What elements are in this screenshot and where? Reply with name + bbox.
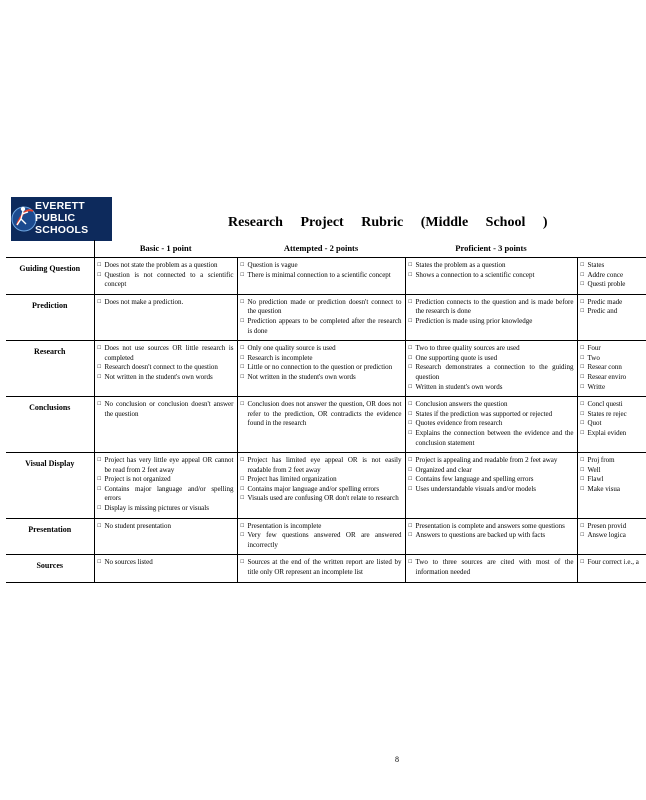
criteria-item: □ Prediction appears to be completed after the research is done bbox=[241, 317, 402, 336]
criteria-list bbox=[98, 522, 234, 532]
cell-attempted bbox=[237, 294, 405, 340]
cell-exemplary bbox=[577, 341, 646, 397]
criteria-item: □ States if the prediction was supported or rejected bbox=[409, 410, 574, 420]
criteria-item: □ Explains the connection between the evidence and the conclusion statement bbox=[409, 429, 574, 448]
criteria-item: □ Research demonstrates a connection to the guiding question bbox=[409, 363, 574, 382]
criteria-list bbox=[581, 298, 644, 317]
row-category: Research bbox=[6, 341, 94, 397]
row-category: Visual Display bbox=[6, 453, 94, 519]
criteria-list bbox=[409, 298, 574, 327]
criteria-list bbox=[409, 261, 574, 280]
criteria-item: □ Organized and clear bbox=[409, 466, 574, 476]
criteria-list bbox=[98, 344, 234, 382]
criteria-item: □ No prediction made or prediction doesn't connect to the question bbox=[241, 298, 402, 317]
criteria-item: □ Answers to questions are backed up with facts bbox=[409, 531, 574, 541]
criteria-item: □ Does not make a prediction. bbox=[98, 298, 234, 308]
criteria-item: □ Visuals used are confusing OR don't relate to research bbox=[241, 494, 402, 504]
rubric-row bbox=[6, 341, 646, 397]
logo-line-2: PUBLIC bbox=[35, 212, 76, 224]
criteria-item: □ Contains major language and/or spelling errors bbox=[98, 485, 234, 504]
criteria-item: □ Prediction connects to the question and is made before the research is done bbox=[409, 298, 574, 317]
row-category: Conclusions bbox=[6, 397, 94, 453]
criteria-list bbox=[409, 400, 574, 448]
criteria-item: □ Two bbox=[581, 354, 644, 364]
criteria-list bbox=[581, 261, 644, 290]
criteria-item: □ Answe logica bbox=[581, 531, 644, 541]
criteria-item: □ No sources listed bbox=[98, 558, 234, 568]
criteria-list bbox=[409, 522, 574, 541]
criteria-item: □ Project has limited eye appeal OR is not easily readable from 2 feet away bbox=[241, 456, 402, 475]
cell-basic bbox=[94, 341, 237, 397]
cell-attempted bbox=[237, 258, 405, 295]
criteria-list bbox=[241, 456, 402, 504]
row-category: Presentation bbox=[6, 518, 94, 555]
criteria-item: □ Quot bbox=[581, 419, 644, 429]
criteria-item: □ Question is not connected to a scientific concept bbox=[98, 271, 234, 290]
cell-proficient bbox=[405, 518, 577, 555]
criteria-item: □ Four correct i.e., a bbox=[581, 558, 644, 568]
criteria-item: □ Two to three quality sources are used bbox=[409, 344, 574, 354]
criteria-item: □ Writte bbox=[581, 383, 644, 393]
criteria-list bbox=[241, 261, 402, 280]
criteria-list bbox=[409, 456, 574, 494]
cell-attempted bbox=[237, 555, 405, 582]
criteria-item: □ Research doesn't connect to the question bbox=[98, 363, 234, 373]
row-category: Sources bbox=[6, 555, 94, 582]
criteria-item: □ Project is appealing and readable from 2 feet away bbox=[409, 456, 574, 466]
criteria-list bbox=[241, 522, 402, 551]
criteria-list bbox=[241, 298, 402, 336]
criteria-item: □ Presen provid bbox=[581, 522, 644, 532]
criteria-list bbox=[581, 558, 644, 568]
cell-attempted bbox=[237, 397, 405, 453]
criteria-item: □ Predic made bbox=[581, 298, 644, 308]
criteria-item: □ Display is missing pictures or visuals bbox=[98, 504, 234, 514]
criteria-list bbox=[241, 344, 402, 382]
criteria-item: □ Prediction is made using prior knowledge bbox=[409, 317, 574, 327]
cell-exemplary bbox=[577, 294, 646, 340]
header-category bbox=[6, 240, 94, 258]
criteria-item: □ Conclusion answers the question bbox=[409, 400, 574, 410]
cell-attempted bbox=[237, 518, 405, 555]
criteria-list bbox=[241, 400, 402, 429]
cell-attempted bbox=[237, 453, 405, 519]
criteria-item: □ Shows a connection to a scientific concept bbox=[409, 271, 574, 281]
row-category: Guiding Question bbox=[6, 258, 94, 295]
criteria-item: □ Concl questi bbox=[581, 400, 644, 410]
criteria-list bbox=[581, 522, 644, 541]
cell-proficient bbox=[405, 258, 577, 295]
criteria-list bbox=[409, 558, 574, 577]
criteria-list bbox=[409, 344, 574, 392]
criteria-item: □ States the problem as a question bbox=[409, 261, 574, 271]
cell-proficient bbox=[405, 294, 577, 340]
criteria-list bbox=[98, 400, 234, 419]
criteria-item: □ Quotes evidence from research bbox=[409, 419, 574, 429]
criteria-item: □ Make visua bbox=[581, 485, 644, 495]
cell-exemplary bbox=[577, 518, 646, 555]
criteria-item: □ Questi proble bbox=[581, 280, 644, 290]
criteria-list bbox=[241, 558, 402, 577]
criteria-item: □ Not written in the student's own words bbox=[241, 373, 402, 383]
logo-line-3: SCHOOLS bbox=[35, 224, 89, 236]
criteria-item: □ No student presentation bbox=[98, 522, 234, 532]
cell-basic bbox=[94, 453, 237, 519]
criteria-item: □ No conclusion or conclusion doesn't answer the question bbox=[98, 400, 234, 419]
criteria-item: □ Resear enviro bbox=[581, 373, 644, 383]
criteria-list bbox=[581, 344, 644, 392]
cell-exemplary bbox=[577, 555, 646, 582]
criteria-item: □ Presentation is complete and answers some questions bbox=[409, 522, 574, 532]
criteria-item: □ Explai eviden bbox=[581, 429, 644, 439]
cell-proficient bbox=[405, 453, 577, 519]
criteria-item: □ States re rejec bbox=[581, 410, 644, 420]
criteria-item: □ Resear conn bbox=[581, 363, 644, 373]
criteria-item: □ Written in student's own words bbox=[409, 383, 574, 393]
district-logo bbox=[11, 197, 112, 241]
criteria-item: □ One supporting quote is used bbox=[409, 354, 574, 364]
criteria-list bbox=[98, 456, 234, 514]
cell-basic bbox=[94, 397, 237, 453]
cell-attempted bbox=[237, 341, 405, 397]
criteria-item: □ Proj from bbox=[581, 456, 644, 466]
criteria-list bbox=[581, 456, 644, 494]
cell-basic bbox=[94, 294, 237, 340]
criteria-item: □ Two to three sources are cited with most of the information needed bbox=[409, 558, 574, 577]
rubric-row bbox=[6, 518, 646, 555]
header-attempted: Attempted - 2 points bbox=[237, 240, 405, 258]
criteria-item: □ Addre conce bbox=[581, 271, 644, 281]
criteria-list bbox=[98, 298, 234, 308]
cell-exemplary bbox=[577, 397, 646, 453]
cell-basic bbox=[94, 518, 237, 555]
criteria-item: □ States bbox=[581, 261, 644, 271]
rubric-row bbox=[6, 555, 646, 582]
criteria-item: □ There is minimal connection to a scientific concept bbox=[241, 271, 402, 281]
rubric-table bbox=[6, 240, 646, 583]
criteria-list bbox=[98, 261, 234, 290]
header-proficient: Proficient - 3 points bbox=[405, 240, 577, 258]
cell-proficient bbox=[405, 341, 577, 397]
criteria-item: □ Presentation is incomplete bbox=[241, 522, 402, 532]
criteria-item: □ Contains few language and spelling errors bbox=[409, 475, 574, 485]
criteria-list bbox=[581, 400, 644, 438]
criteria-item: □ Does not use sources OR little research is completed bbox=[98, 344, 234, 363]
criteria-item: □ Sources at the end of the written report are listed by title only OR represent an incomplete list bbox=[241, 558, 402, 577]
row-category: Prediction bbox=[6, 294, 94, 340]
criteria-item: □ Contains major language and/or spelling errors bbox=[241, 485, 402, 495]
criteria-item: □ Little or no connection to the question or prediction bbox=[241, 363, 402, 373]
criteria-item: □ Four bbox=[581, 344, 644, 354]
criteria-item: □ Well bbox=[581, 466, 644, 476]
criteria-item: □ Only one quality source is used bbox=[241, 344, 402, 354]
header-row bbox=[6, 240, 646, 258]
criteria-item: □ Flawl bbox=[581, 475, 644, 485]
criteria-item: □ Very few questions answered OR are answered incorrectly bbox=[241, 531, 402, 550]
logo-line-1: EVERETT bbox=[35, 200, 85, 212]
criteria-item: □ Uses understandable visuals and/or models bbox=[409, 485, 574, 495]
cell-exemplary bbox=[577, 453, 646, 519]
page-number: 8 bbox=[395, 755, 399, 764]
cell-proficient bbox=[405, 555, 577, 582]
rubric-row bbox=[6, 294, 646, 340]
criteria-item: □ Does not state the problem as a question bbox=[98, 261, 234, 271]
rubric-row bbox=[6, 258, 646, 295]
page-title: Research Project Rubric (Middle School ) bbox=[228, 215, 548, 230]
rubric-row bbox=[6, 453, 646, 519]
criteria-item: □ Not written in the student's own words bbox=[98, 373, 234, 383]
criteria-list bbox=[98, 558, 234, 568]
cell-proficient bbox=[405, 397, 577, 453]
criteria-item: □ Project has limited organization bbox=[241, 475, 402, 485]
criteria-item: □ Project is not organized bbox=[98, 475, 234, 485]
header-basic: Basic - 1 point bbox=[94, 240, 237, 258]
rubric-row bbox=[6, 397, 646, 453]
cell-exemplary bbox=[577, 258, 646, 295]
cell-basic bbox=[94, 258, 237, 295]
cell-basic bbox=[94, 555, 237, 582]
criteria-item: □ Research is incomplete bbox=[241, 354, 402, 364]
criteria-item: □ Question is vague bbox=[241, 261, 402, 271]
header-exemplary bbox=[577, 240, 646, 258]
criteria-item: □ Predic and bbox=[581, 307, 644, 317]
criteria-item: □ Project has very little eye appeal OR cannot be read from 2 feet away bbox=[98, 456, 234, 475]
criteria-item: □ Conclusion does not answer the question, OR does not refer to the prediction, OR contradicts the evidence found in the research bbox=[241, 400, 402, 429]
